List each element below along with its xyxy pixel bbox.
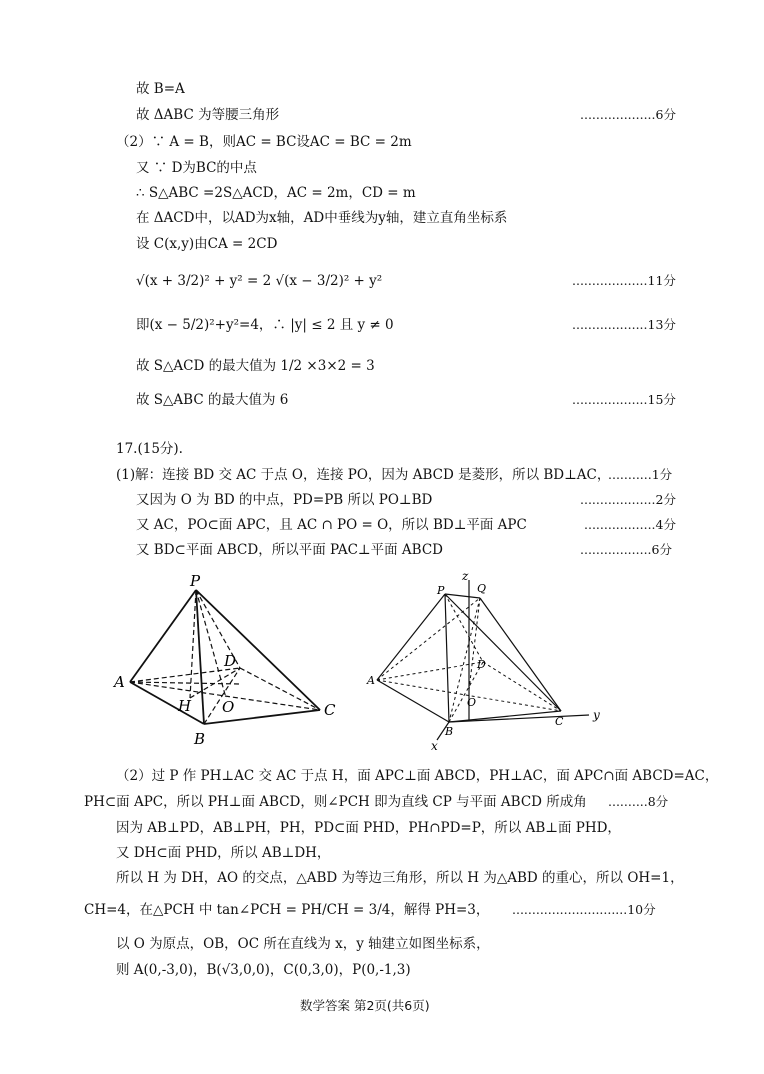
vertex-label-c: C bbox=[324, 701, 336, 719]
vertex-label-c: C bbox=[555, 715, 564, 728]
text-line: 故 S△ABC 的最大值为 6 bbox=[136, 392, 289, 408]
text-line: 又因为 O 为 BD 的中点，PD=PB 所以 PO⊥BD bbox=[136, 492, 433, 508]
text-line: （2）过 P 作 PH⊥AC 交 AC 于点 H，面 APC⊥面 ABCD，PH⊥AC，面 APC∩面 ABCD=AC， bbox=[116, 768, 719, 784]
score-marker: ...................13分 bbox=[572, 317, 676, 332]
text-line: (1)解：连接 BD 交 AC 于点 O，连接 PO，因为 ABCD 是菱形，所以 BD⊥AC， bbox=[116, 467, 611, 483]
text-line: 则 A(0,-3,0)，B(√3,0,0)，C(0,3,0)，P(0,-1,3) bbox=[116, 962, 411, 978]
text-line: 故 S△ACD 的最大值为 1/2 ×3×2 = 3 bbox=[136, 358, 375, 374]
score-marker: ...........1分 bbox=[608, 467, 673, 482]
score-marker: ...................15分 bbox=[572, 392, 676, 407]
vertex-label-q: Q bbox=[477, 582, 487, 595]
vertex-label-b: B bbox=[194, 730, 206, 748]
question-heading: 17.(15分). bbox=[116, 441, 183, 457]
page-footer: 数学答案 第2页(共6页) bbox=[300, 998, 430, 1013]
vertex-label-p: P bbox=[190, 572, 201, 590]
text-line: 又 BD⊂平面 ABCD，所以平面 PAC⊥平面 ABCD bbox=[136, 542, 443, 558]
text-line: 又 ∵ D为BC的中点 bbox=[136, 160, 257, 176]
text-line: （2）∵ A = B，则AC = BC设AC = BC = 2m bbox=[116, 134, 412, 150]
text-line: 又 DH⊂面 PHD，所以 AB⊥DH， bbox=[116, 845, 331, 861]
vertex-label-o: O bbox=[222, 698, 235, 716]
y-axis bbox=[449, 715, 589, 722]
text-line: ∴ S△ABC =2S△ACD，AC = 2m，CD = m bbox=[136, 185, 416, 201]
score-marker: .............................10分 bbox=[512, 902, 656, 917]
equation-line: √(x + 3/2)² + y² = 2 √(x − 3/2)² + y² bbox=[136, 273, 383, 289]
pyramid-figure bbox=[110, 572, 350, 752]
vertex-label-d: D bbox=[477, 658, 486, 671]
coordinate-pyramid-figure bbox=[365, 570, 605, 755]
vertex-label-d: D bbox=[224, 652, 237, 670]
vertex-label-b: B bbox=[445, 725, 454, 738]
axis-label-y: y bbox=[593, 708, 600, 722]
equation-line: CH=4，在△PCH 中 tan∠PCH = PH/CH = 3/4，解得 PH=3， bbox=[84, 902, 490, 918]
score-marker: ...................2分 bbox=[580, 492, 676, 507]
vertex-label-p: P bbox=[437, 584, 445, 597]
score-marker: ..................6分 bbox=[580, 542, 672, 557]
vertex-label-h: H bbox=[178, 697, 192, 715]
score-marker: ...................6分 bbox=[580, 107, 676, 122]
text-line: 又 AC，PO⊂面 APC，且 AC ∩ PO = O，所以 BD⊥平面 APC bbox=[136, 517, 527, 533]
vertex-label-o: O bbox=[467, 696, 477, 709]
text-line: 设 C(x,y)由CA = 2CD bbox=[136, 236, 278, 252]
text-line: 故 ΔABC 为等腰三角形 bbox=[136, 107, 280, 123]
axis-label-x: x bbox=[431, 739, 438, 753]
equation-line: 即(x − 5/2)²+y²=4，∴ |y| ≤ 2 且 y ≠ 0 bbox=[136, 317, 394, 333]
score-marker: ..........8分 bbox=[608, 794, 669, 809]
text-line: 所以 H 为 DH，AO 的交点，△ABD 为等边三角形，所以 H 为△ABD 的重心，所以 OH=1， bbox=[116, 870, 684, 886]
axis-label-z: z bbox=[462, 570, 469, 583]
vertex-label-a: A bbox=[367, 674, 375, 687]
text-line: 以 O 为原点，OB，OC 所在直线为 x，y 轴建立如图坐标系， bbox=[116, 936, 490, 952]
vertex-label-a: A bbox=[114, 673, 125, 691]
text-line: PH⊂面 APC，所以 PH⊥面 ABCD，则∠PCH 即为直线 CP 与平面 ABCD 所成角 bbox=[84, 794, 587, 810]
text-line: 因为 AB⊥PD，AB⊥PH，PH，PD⊂面 PHD，PH∩PD=P，所以 AB⊥面 PHD， bbox=[116, 820, 621, 836]
text-line: 在 ΔACD中，以AD为x轴，AD中垂线为y轴，建立直角坐标系 bbox=[136, 210, 508, 226]
text-line: 故 B=A bbox=[136, 81, 185, 97]
score-marker: ...................11分 bbox=[572, 273, 676, 288]
score-marker: ..................4分 bbox=[584, 517, 676, 532]
